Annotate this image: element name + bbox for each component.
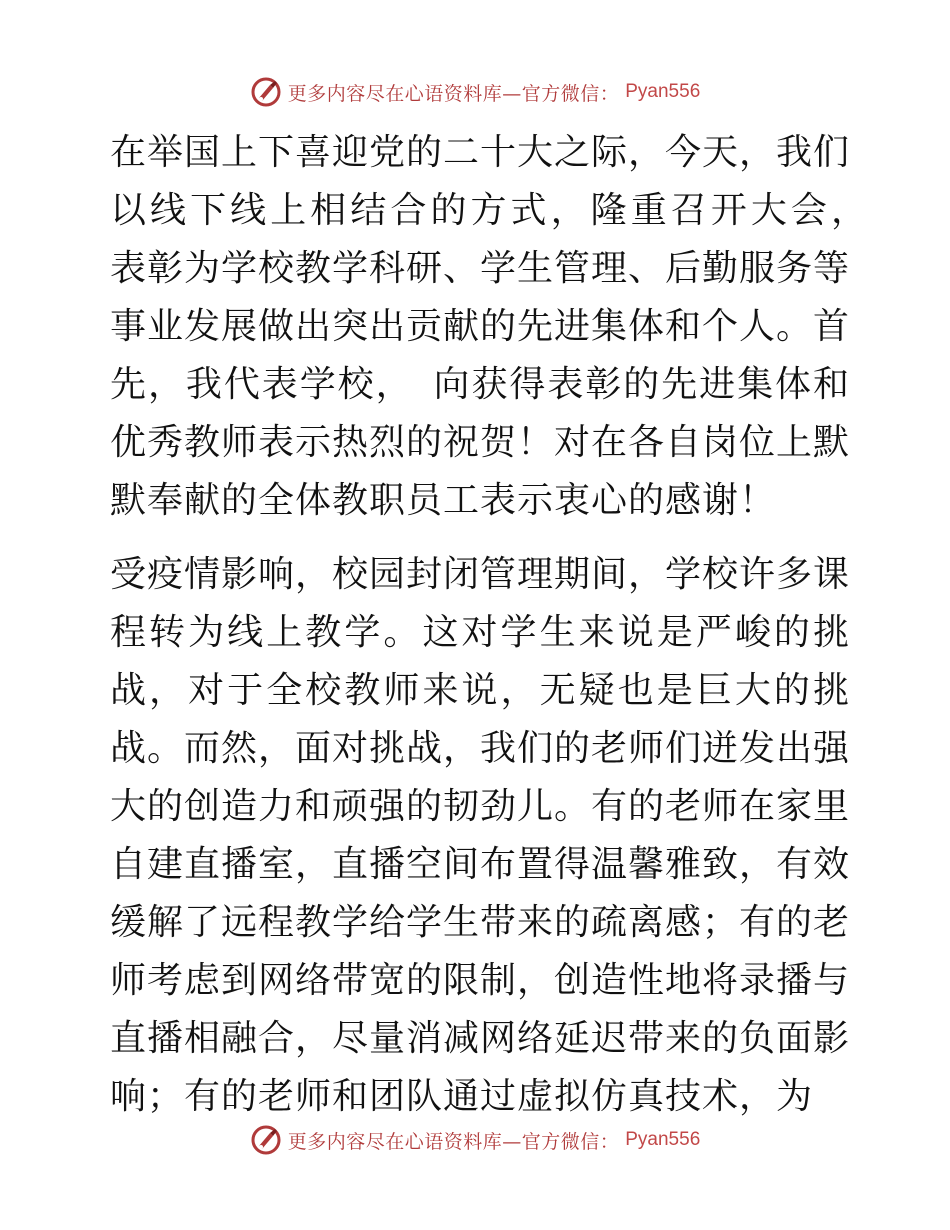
quill-logo-icon (250, 76, 282, 108)
header-banner (0, 72, 950, 112)
footer-banner (0, 1120, 950, 1160)
footer-banner-content (250, 1124, 701, 1156)
wechat-id: Pyan556 (625, 1129, 701, 1150)
paragraph-2: 受疫情影响，校园封闭管理期间，学校许多课程转为线上教学。这对学生来说是严峻的挑战，对于全校教师来说，无疑也是巨大的挑战。而然，面对挑战，我们的老师们迸发出强大的创造力和顽强的韧劲儿。有的老师在家里自建直播室，直播空间布置得温馨雅致，有效缓解了远程教学给学生带来的疏离感；有的老师考虑到网络带宽的限制，创造性地将录播与直播相融合，尽量消减网络延迟带来的负面影响；有的老师和团队通过虚拟仿真技术，为 (110, 554, 851, 1117)
document-body (98, 124, 888, 1126)
wechat-id: Pyan556 (625, 81, 701, 102)
banner-text: 更多内容尽在心语资料库—官方微信： (287, 82, 620, 105)
banner-text: 更多内容尽在心语资料库—官方微信： (287, 1130, 620, 1153)
quill-logo-icon (250, 1124, 282, 1156)
paragraph-1: 在举国上下喜迎党的二十大之际，今天，我们以线下线上相结合的方式，隆重召开大会， 表彰为学校教学科研、学生管理、后勤服务等事业发展做出突出贡献的先进集体和个人。首先，我代表学校， 向获得表彰的先进集体和优秀教师表示热烈的祝贺！对在各自岗位上默默奉献的全体教职员工表示衷心的感谢！ (110, 132, 888, 521)
header-banner-content (250, 76, 701, 108)
